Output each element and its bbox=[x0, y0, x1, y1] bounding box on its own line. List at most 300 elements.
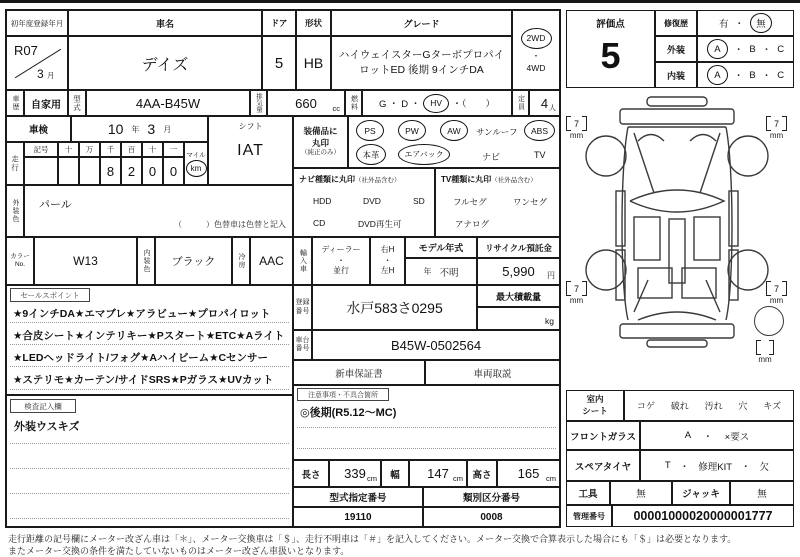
sales-line: ★合皮シート★インテリキー★Pスタート★ETC★Aライト bbox=[13, 330, 285, 342]
history-value: 自家用 bbox=[31, 99, 61, 111]
registration-label-cell bbox=[293, 285, 312, 330]
inspector-note: 外装ウスキズ bbox=[14, 421, 80, 433]
digit-header bbox=[163, 142, 184, 157]
shaken-year: 10 bbox=[107, 121, 124, 137]
grade-line1: ハイウェイスターGターボプロパイ bbox=[338, 48, 505, 61]
drive-2wd-circled bbox=[521, 28, 552, 49]
type-cert-header bbox=[293, 487, 423, 507]
fuel-cell bbox=[362, 90, 512, 116]
height-value: 165 bbox=[517, 466, 540, 481]
shaken-year-unit: 年 bbox=[131, 124, 140, 134]
inspector-label: 検査記入欄 bbox=[24, 401, 62, 411]
history-label-cell bbox=[6, 90, 24, 116]
nav-dvd: DVD bbox=[363, 196, 381, 206]
displacement-label: 排気量 bbox=[255, 93, 262, 113]
interior-grade-a: A bbox=[714, 69, 721, 81]
drive-cell bbox=[512, 10, 560, 90]
grade-line2: ロットED 後期 9インチDA bbox=[359, 64, 484, 76]
mileage-unit-cell bbox=[184, 142, 208, 185]
notes-label: 注意事項・不具合箇所 bbox=[308, 391, 378, 399]
door-cell bbox=[262, 36, 296, 90]
repair-dot: ・ bbox=[734, 19, 745, 30]
recycle-value: 5,990 bbox=[502, 264, 535, 279]
displacement-label-cell bbox=[250, 90, 267, 116]
tire-unit: mm bbox=[769, 131, 784, 140]
model-code-label: 型式 bbox=[72, 94, 82, 112]
ac-cell bbox=[250, 237, 293, 285]
repair-label-cell bbox=[655, 10, 697, 36]
sales-line: ★ステリモ★カーテン/サイドSRS★Pガラス★UVカット bbox=[13, 374, 274, 386]
windshield-x: ×要ス bbox=[724, 431, 750, 443]
import-dot: ・ bbox=[337, 255, 345, 265]
digit-header-label: 万 bbox=[85, 145, 94, 154]
chassis-label2: 番号 bbox=[295, 345, 310, 352]
spare-tire-circle bbox=[754, 306, 784, 336]
model-code-cell bbox=[86, 90, 250, 116]
chassis-cell bbox=[312, 330, 560, 360]
tire-bracket bbox=[756, 340, 774, 355]
spare-value-cell bbox=[640, 450, 794, 481]
max-load-header bbox=[477, 285, 560, 307]
footnote-line2: またメーター交換の条件を満たしていないものはメーター改ざん車扱いとなります。 bbox=[8, 546, 350, 556]
exterior-color-label: 外装色 bbox=[12, 199, 19, 223]
mgmt-number-cell bbox=[612, 505, 794, 527]
type-cert-cell bbox=[293, 507, 423, 527]
tools-value: 無 bbox=[636, 489, 646, 500]
equip-aw-circled bbox=[440, 120, 468, 141]
mileage-symbol-label: 記号 bbox=[33, 145, 49, 154]
top-rule bbox=[0, 0, 800, 3]
tire-depth-fl-value: 7 bbox=[574, 118, 580, 129]
windshield-value-cell bbox=[640, 421, 794, 450]
fuel-options-suffix: ・（ ） bbox=[452, 99, 495, 110]
equipment-label2: 丸印 bbox=[311, 137, 329, 148]
dotted-line bbox=[10, 389, 289, 390]
exterior-grade-label: 外装 bbox=[666, 44, 685, 55]
mgmt-number: 00001000020000001777 bbox=[633, 509, 773, 523]
registration-label2: 番号 bbox=[295, 307, 310, 315]
equip-airbag: エアバック bbox=[404, 150, 444, 159]
length-unit: cm bbox=[367, 474, 377, 483]
sales-line: ★LEDヘッドライト/フォグ★Aハイビーム★Cセンサー bbox=[13, 352, 269, 364]
color-change-note: （ ）色替車は色替と記入 bbox=[174, 220, 286, 229]
model-year-cell bbox=[405, 258, 477, 285]
first-reg-year: R07 bbox=[14, 43, 38, 58]
recycle-unit: 円 bbox=[547, 271, 555, 280]
width-value: 147 bbox=[427, 466, 449, 481]
length-label-cell bbox=[293, 460, 329, 487]
width-label: 幅 bbox=[390, 469, 400, 481]
tire-depth-rear-left bbox=[566, 281, 587, 305]
car-name-label: 車名 bbox=[155, 18, 174, 29]
tire-unit: mm bbox=[569, 296, 584, 305]
exterior-grade-a: A bbox=[714, 43, 721, 55]
capacity-value: 4 bbox=[540, 95, 549, 111]
spare-tire-depth bbox=[756, 340, 774, 364]
fuel-label: 燃料 bbox=[350, 95, 358, 111]
length-label: 長さ bbox=[301, 469, 321, 481]
jack-value: 無 bbox=[757, 489, 767, 500]
exterior-color-cell bbox=[24, 185, 293, 237]
first-reg-month bbox=[37, 67, 55, 81]
tire-unit: mm bbox=[769, 296, 784, 305]
car-topview-svg bbox=[582, 96, 772, 348]
door-label: ドア bbox=[270, 18, 288, 28]
jack-value-cell bbox=[730, 481, 794, 505]
seat-item: 破れ bbox=[670, 401, 689, 411]
digit-header-label: 十 bbox=[148, 145, 157, 154]
jack-label-cell bbox=[672, 481, 730, 505]
sales-line: ★9インチDA★エマブレ★アラビュー★プロパイロット bbox=[13, 308, 271, 320]
tv-oneseg: ワンセグ bbox=[513, 197, 548, 207]
mileage-digit: 0 bbox=[148, 163, 157, 179]
exterior-grade-cell bbox=[697, 36, 794, 62]
first-reg-label: 初年度登録年月 bbox=[10, 18, 64, 28]
equip-pw: PW bbox=[405, 125, 419, 136]
max-load-label: 最大積載量 bbox=[495, 291, 541, 302]
mileage-label: 走行 bbox=[10, 155, 20, 172]
model-code-label-cell bbox=[68, 90, 86, 116]
max-load-unit: kg bbox=[545, 316, 554, 326]
digit-cell bbox=[121, 157, 142, 185]
sales-points-tab bbox=[10, 288, 90, 302]
digit-header bbox=[142, 142, 163, 157]
type-cert-label: 型式指定番号 bbox=[329, 493, 387, 504]
grade-label: グレード bbox=[403, 18, 440, 29]
digit-header bbox=[100, 142, 121, 157]
spare-label-cell bbox=[566, 450, 640, 481]
digit-header-label: 百 bbox=[127, 145, 136, 154]
km-label: km bbox=[190, 164, 202, 173]
import-dealer-cell bbox=[312, 237, 370, 285]
chassis-label1: 車台 bbox=[295, 336, 310, 344]
drive-2wd: 2WD bbox=[526, 33, 546, 43]
repair-yes: 有 bbox=[718, 19, 729, 30]
bracket-right bbox=[582, 116, 587, 131]
class-code-value: 0008 bbox=[480, 511, 503, 523]
km-circled bbox=[186, 160, 207, 177]
model-year-value: 不明 bbox=[439, 267, 459, 279]
width-unit: cm bbox=[453, 474, 463, 483]
spare-t: T bbox=[664, 460, 671, 471]
interior-color-label-cell bbox=[137, 237, 155, 285]
handle-left: 左H bbox=[380, 266, 395, 276]
nav-hdd: HDD bbox=[313, 196, 332, 206]
interior-color-value: ブラック bbox=[171, 256, 216, 268]
dotted-line bbox=[10, 344, 289, 345]
height-label: 高さ bbox=[472, 469, 492, 481]
color-no-cell bbox=[34, 237, 137, 285]
car-diagram bbox=[582, 96, 772, 348]
tire-bracket bbox=[566, 281, 587, 296]
mileage-symbol-cell bbox=[24, 157, 58, 185]
exterior-grade-b: B bbox=[749, 43, 756, 55]
seat-item: 汚れ bbox=[704, 401, 723, 411]
tools-label-cell bbox=[566, 481, 610, 505]
car-name-value: デイズ bbox=[141, 56, 189, 74]
equip-sunroof: サンルーフ bbox=[476, 127, 518, 137]
mileage-digit: 2 bbox=[127, 163, 136, 179]
bracket-right bbox=[782, 116, 787, 131]
digit-header bbox=[58, 142, 79, 157]
dotted-line bbox=[10, 518, 289, 519]
recycle-label: リサイクル預託金 bbox=[485, 242, 552, 253]
spare-kit: 修理KIT bbox=[698, 461, 733, 473]
repair-value-cell bbox=[697, 10, 794, 36]
tire-depth-rl-value: 7 bbox=[574, 283, 580, 294]
inspector-tab bbox=[10, 399, 76, 413]
max-load-cell bbox=[477, 307, 560, 330]
color-no-label-cell bbox=[6, 237, 34, 285]
first-reg-header bbox=[6, 10, 68, 36]
capacity-label: 定員 bbox=[517, 95, 525, 111]
notes-tab bbox=[297, 388, 389, 401]
windshield-dot: ・ bbox=[703, 431, 713, 443]
bracket-right bbox=[782, 281, 787, 296]
tv-fullseg: フルセグ bbox=[453, 197, 487, 207]
manual-label: 車両取説 bbox=[473, 368, 512, 380]
tire-bracket bbox=[766, 281, 787, 296]
bracket-left bbox=[756, 340, 761, 355]
spare-dot: ・ bbox=[679, 461, 690, 473]
tire-depth-rear-right bbox=[766, 281, 787, 305]
spare-missing: 欠 bbox=[759, 461, 770, 473]
capacity-label-cell bbox=[512, 90, 529, 116]
manual-cell bbox=[425, 360, 560, 385]
windshield-label: フロントガラス bbox=[570, 431, 636, 443]
jack-label: ジャッキ bbox=[682, 489, 720, 500]
chassis-label-cell bbox=[293, 330, 312, 360]
equip-ps-circled bbox=[356, 120, 384, 141]
windshield-a: A bbox=[684, 430, 692, 441]
ac-label-cell bbox=[232, 237, 250, 285]
interior-grade-label: 内装 bbox=[666, 70, 685, 81]
dotted-line bbox=[10, 468, 289, 469]
fuel-hv: HV bbox=[430, 98, 443, 108]
equipment-label-cell bbox=[293, 116, 348, 168]
exterior-color-label-cell bbox=[6, 185, 24, 237]
spare-label: スペアタイヤ bbox=[574, 461, 632, 473]
history-cell bbox=[24, 90, 68, 116]
shaken-value-cell bbox=[71, 116, 208, 142]
score-cell bbox=[566, 10, 655, 88]
seat-label1: 室内 bbox=[586, 394, 604, 405]
color-no-value: W13 bbox=[73, 254, 98, 268]
drive-separator: ・ bbox=[531, 50, 541, 61]
equipment-label3: （純正のみ） bbox=[301, 149, 340, 157]
seat-item: キズ bbox=[763, 401, 782, 411]
mileage-digit: 0 bbox=[169, 163, 178, 179]
tire-depth-front-right bbox=[766, 116, 787, 140]
class-code-label: 類別区分番号 bbox=[462, 493, 520, 504]
inspector-box bbox=[6, 395, 293, 527]
tire-depth-fr-value: 7 bbox=[774, 118, 780, 129]
exterior-grade-a-circled bbox=[707, 39, 728, 59]
shift-label: シフト bbox=[238, 122, 263, 131]
equip-airbag-circled bbox=[398, 144, 450, 165]
seat-item: コゲ bbox=[636, 401, 655, 411]
grade-header bbox=[331, 10, 512, 36]
equip-leather-circled bbox=[356, 144, 386, 165]
sales-points-label: セールスポイント bbox=[20, 290, 80, 300]
import-dealer: ディーラー bbox=[321, 244, 361, 254]
interior-color-label: 内装色 bbox=[143, 249, 150, 273]
ac-value: AAC bbox=[259, 254, 284, 268]
tv-type-subtitle: （社外品含む） bbox=[491, 177, 537, 184]
dotted-line bbox=[10, 443, 289, 444]
score-value: 5 bbox=[600, 35, 621, 76]
nav-cd: CD bbox=[313, 218, 326, 228]
equip-abs-circled bbox=[524, 120, 555, 141]
digit-header bbox=[121, 142, 142, 157]
height-label-cell bbox=[467, 460, 497, 487]
capacity-unit: 人 bbox=[549, 105, 556, 112]
shape-label: 形状 bbox=[304, 18, 322, 28]
tv-analog: アナログ bbox=[455, 219, 490, 229]
shift-cell bbox=[208, 116, 293, 185]
dotted-line bbox=[297, 427, 556, 428]
class-code-cell bbox=[423, 507, 560, 527]
displacement-cell bbox=[267, 90, 345, 116]
tire-unit: mm bbox=[569, 131, 584, 140]
import-handle-cell bbox=[370, 237, 405, 285]
interior-grade-cell bbox=[697, 62, 794, 88]
warranty-cell bbox=[293, 360, 425, 385]
footnote-line1: 走行距離の記号欄にメーター改ざん車は「＊」、メーター交換車は「＄」、走行不明車は「＃」を記入してください。メーター交換で合算表示した場合にも「＄」は必要となります。 bbox=[8, 534, 737, 544]
digit-header bbox=[79, 142, 100, 157]
import-label-cell bbox=[293, 237, 312, 285]
digit-cell bbox=[79, 157, 100, 185]
digit-cell bbox=[142, 157, 163, 185]
recycle-cell bbox=[477, 258, 560, 285]
nav-dvd-play: DVD再生可 bbox=[358, 219, 402, 229]
seat-label2: シート bbox=[582, 405, 608, 416]
tv-type-title: TV種類に丸印 bbox=[441, 175, 492, 184]
import-label: 輸入車 bbox=[299, 249, 307, 273]
interior-grade-c: C bbox=[777, 69, 785, 81]
seat-item: 穴 bbox=[738, 401, 748, 411]
tools-value-cell bbox=[610, 481, 672, 505]
tv-type-header bbox=[441, 174, 537, 185]
shape-header bbox=[296, 10, 331, 36]
grade-dot: ・ bbox=[733, 71, 744, 82]
model-year-header bbox=[405, 237, 477, 258]
dotted-line bbox=[10, 366, 289, 367]
mgmt-label-cell bbox=[566, 505, 612, 527]
chassis-number: B45W-0502564 bbox=[390, 337, 482, 353]
car-name-cell bbox=[68, 36, 262, 90]
color-no-label1: カラー bbox=[10, 252, 30, 260]
car-name-header bbox=[68, 10, 262, 36]
digit-cell bbox=[58, 157, 79, 185]
drive-4wd: 4WD bbox=[526, 62, 546, 73]
model-code-value: 4AA-B45W bbox=[135, 95, 201, 111]
shaken-label-cell bbox=[6, 116, 71, 142]
seat-items-cell bbox=[624, 390, 794, 421]
shaken-month: 3 bbox=[147, 121, 156, 137]
grade-cell bbox=[331, 36, 512, 90]
model-year-unit: 年 bbox=[423, 267, 432, 276]
interior-color-cell bbox=[155, 237, 232, 285]
equip-ps: PS bbox=[364, 125, 376, 136]
digit-header-label: 千 bbox=[106, 145, 115, 154]
equip-aw: AW bbox=[447, 125, 461, 136]
dotted-line bbox=[297, 448, 556, 449]
height-unit: cm bbox=[546, 474, 556, 483]
tire-depth-rr-value: 7 bbox=[774, 283, 780, 294]
repair-no: 無 bbox=[756, 19, 766, 30]
shape-value: HB bbox=[303, 55, 324, 71]
fuel-hv-circled bbox=[423, 94, 449, 113]
digit-header-label: 十 bbox=[64, 145, 73, 154]
color-no-label2: No. bbox=[14, 261, 26, 268]
width-cell bbox=[409, 460, 467, 487]
exterior-grade-c: C bbox=[777, 43, 785, 55]
spare-dot: ・ bbox=[741, 461, 751, 473]
height-cell bbox=[497, 460, 560, 487]
equip-tv: TV bbox=[534, 150, 546, 160]
displacement-value: 660 bbox=[295, 95, 317, 111]
mgmt-label: 管理番号 bbox=[573, 511, 605, 521]
grade-dot: ・ bbox=[733, 45, 744, 56]
ac-label: 冷房 bbox=[238, 253, 245, 269]
shape-cell bbox=[296, 36, 331, 90]
import-parallel: 並行 bbox=[333, 266, 349, 276]
capacity-cell bbox=[529, 90, 560, 116]
digit-cell bbox=[100, 157, 121, 185]
width-label-cell bbox=[381, 460, 409, 487]
tools-label: 工具 bbox=[578, 489, 598, 500]
registration-number: 水戸583さ0295 bbox=[346, 299, 443, 316]
bracket-right bbox=[769, 340, 774, 355]
type-cert-value: 19110 bbox=[344, 511, 372, 523]
exterior-grade-label-cell bbox=[655, 36, 697, 62]
interior-grade-a-circled bbox=[707, 65, 728, 85]
mileage-symbol-header bbox=[24, 142, 58, 157]
registration-label1: 登録 bbox=[295, 299, 310, 307]
mileage-label-cell bbox=[6, 142, 24, 185]
equip-navi: ナビ bbox=[482, 152, 501, 162]
equipment-label1: 装備品に bbox=[303, 126, 338, 137]
dotted-line bbox=[10, 322, 289, 323]
nav-type-header bbox=[299, 174, 401, 185]
mile-label: マイル bbox=[186, 152, 206, 159]
door-header bbox=[262, 10, 296, 36]
displacement-unit: cc bbox=[332, 104, 340, 113]
shaken-label: 車検 bbox=[28, 125, 48, 136]
tire-bracket bbox=[766, 116, 787, 131]
grade-dot: ・ bbox=[761, 71, 772, 82]
length-value: 339 bbox=[344, 466, 366, 481]
model-year-label: モデル年式 bbox=[418, 243, 464, 253]
tire-unit: mm bbox=[758, 355, 772, 364]
interior-grade-label-cell bbox=[655, 62, 697, 88]
interior-grade-b: B bbox=[749, 69, 756, 81]
equip-leather: 本革 bbox=[362, 149, 380, 160]
door-value: 5 bbox=[274, 54, 284, 72]
tire-bracket bbox=[566, 116, 587, 131]
dotted-line bbox=[10, 493, 289, 494]
length-cell bbox=[329, 460, 381, 487]
nav-sd: SD bbox=[413, 196, 425, 206]
notes-text: ◎後期(R5.12～MC) bbox=[300, 407, 397, 419]
nav-type-title: ナビ種類に丸印 bbox=[299, 175, 355, 184]
nav-type-subtitle: （社外品含む） bbox=[355, 177, 401, 184]
first-reg-month-value: 3 bbox=[37, 67, 44, 81]
exterior-color-value: パール bbox=[39, 199, 72, 211]
repair-no-circled bbox=[750, 13, 772, 33]
score-label: 評価点 bbox=[596, 19, 625, 30]
